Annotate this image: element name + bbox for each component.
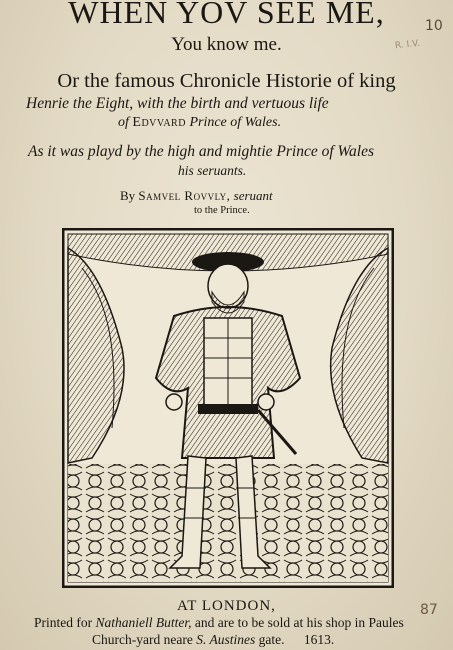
performance-line-1: As it was playd by the high and mightie Prince of Wales [28,143,374,160]
imprint-saint: S. Austines [196,632,256,647]
title-line-2: You know me. [171,34,282,55]
prince-name: Edvvard [132,115,186,130]
subtitle-of: of [118,115,129,130]
imprint-shop: and are to be sold at his shop in Paules [194,615,404,630]
imprint-line-1 [34,615,404,631]
author-role: seruant [233,188,273,203]
imprint-churchyard: Church-yard neare [92,632,193,647]
shelfmark-bottom: 87 [420,602,438,618]
woodcut-illustration-king [62,228,394,588]
subtitle-line-1: Or the famous Chronicle Historie of king [57,70,396,92]
shelfmark-top: 10 [425,18,443,34]
title-line-1: WHEN YOV SEE ME, [68,0,385,30]
imprint-printer-name: Nathaniell Butter, [95,615,192,630]
imprint-city: AT LONDON, [177,598,276,614]
prince-title: Prince of Wales. [189,115,282,130]
imprint-printed-for: Printed for [34,615,93,630]
imprint-line-2 [92,632,334,648]
faint-marginal-note: R. I.V. [394,38,421,52]
author-role-line-2: to the Prince. [194,205,250,216]
imprint-year: 1613. [303,632,335,647]
imprint-gate: gate. [258,632,285,647]
performance-line-2: his seruants. [178,163,247,178]
subtitle-line-3 [118,115,281,131]
author-by: By [120,188,136,203]
author-name: Samvel Rovvly, [138,188,231,203]
subtitle-line-2: Henrie the Eight, with the birth and vertuous life [26,95,329,112]
author-line [120,188,273,204]
